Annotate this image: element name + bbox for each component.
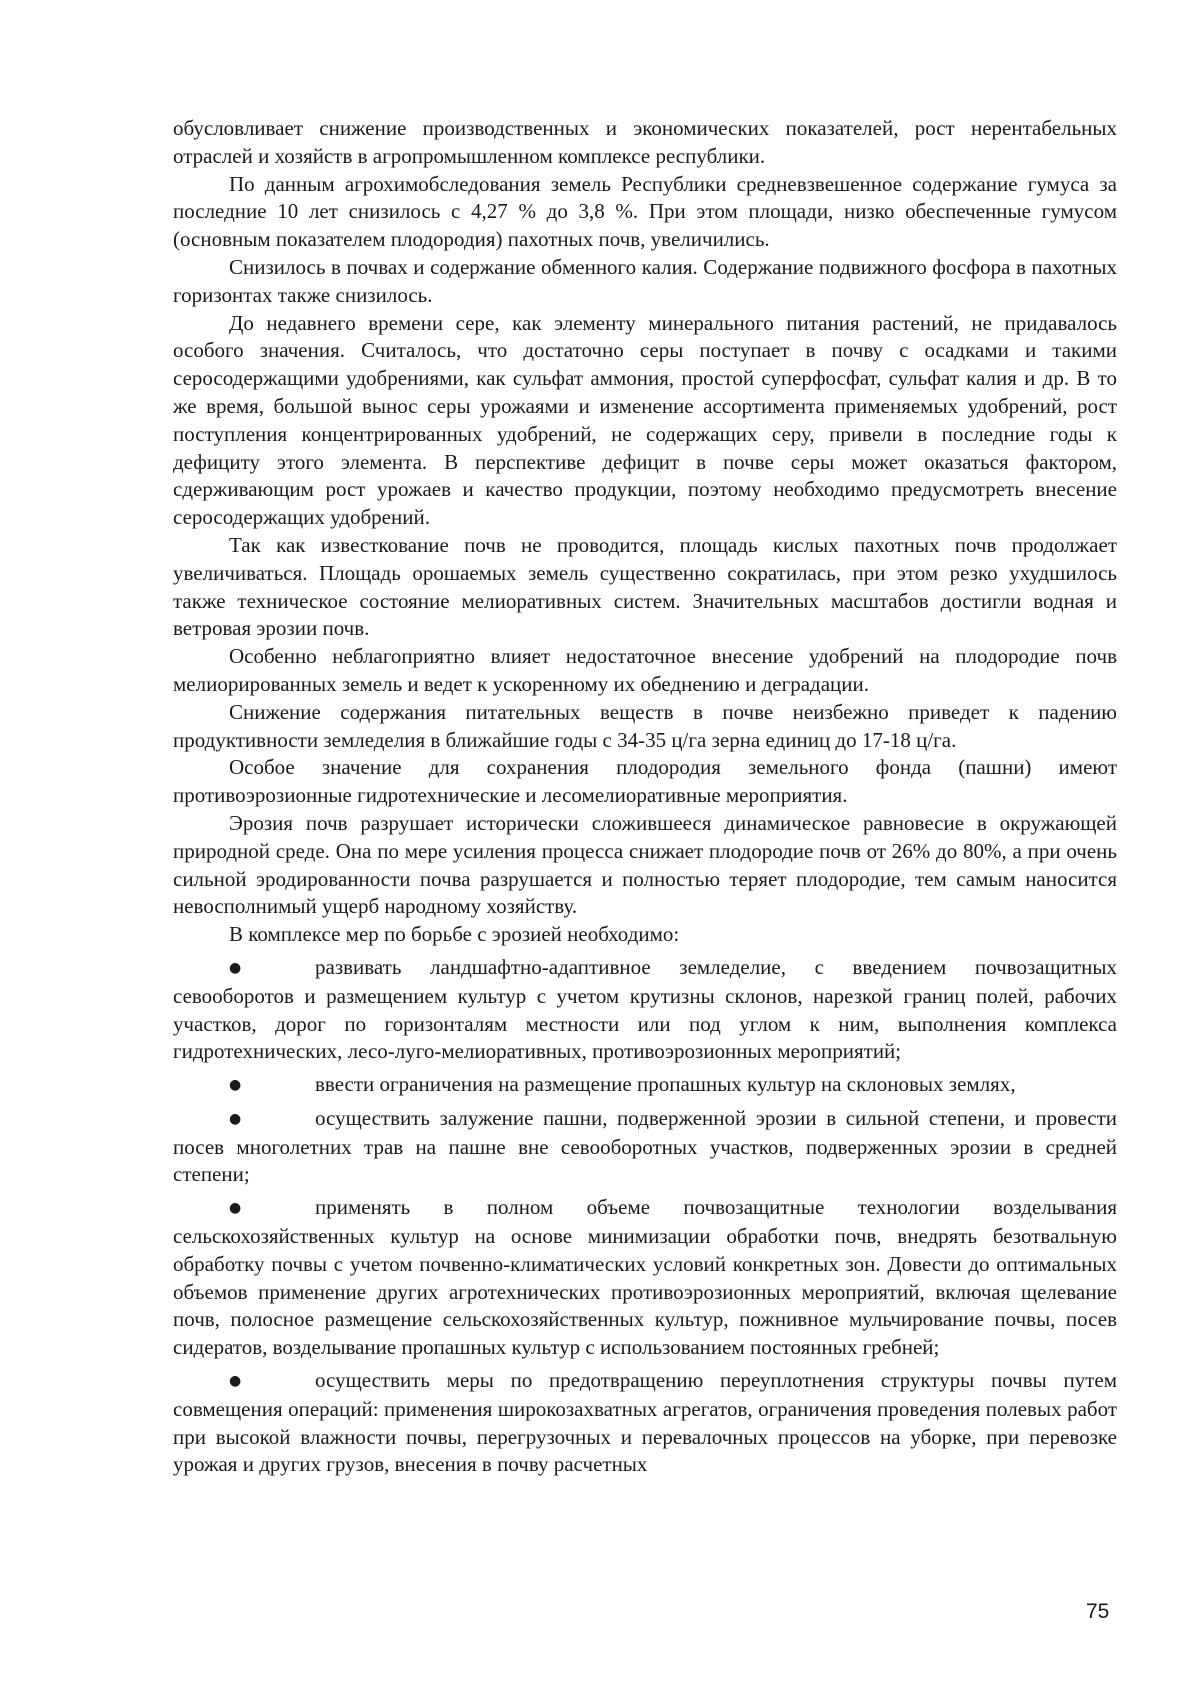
list-item [173,1194,1117,1362]
paragraph-potassium: Снизилось в почвах и содержание обменного калия. Содержание подвижного фосфора в пахотных горизонтах также снизилось. [173,254,1117,307]
list-item [173,1071,1117,1100]
body-text [173,115,1117,1479]
list-item-text: ввести ограничения на размещение пропашных культур на склоновых землях, [315,1072,1016,1097]
list-item [173,1105,1117,1189]
bullet-icon: ● [229,1373,242,1390]
list-item [173,1367,1117,1479]
paragraph-liming: Так как известкование почв не проводится, площадь кислых пахотных почв продолжает увеличиваться. Площадь орошаемых земель существенно сократилась, при этом резко ухудшилось также техническое состояние мелиоративных систем. Значительных масштабов достигли водная и ветровая эрозии почв. [173,532,1117,641]
page-number: 75 [1086,1600,1110,1623]
measures-list [173,954,1117,1479]
list-item-text: осуществить меры по предотвращению переуплотнения структуры почвы путем совмещения операций: применения широкозахватных агрегатов, ограничения проведения полевых работ при высокой влажности почвы, перегрузочных и перевалочных процессов на уборке, при перевозке урожая и других грузов, внесения в почву расчетных [173,1368,1117,1477]
bullet-icon: ● [229,1200,242,1217]
list-item-text: применять в полном объеме почвозащитные технологии возделывания сельскохозяйственных культур на основе минимизации обработки почв, внедрять безотвальную обработку почвы с учетом почвенно-климатических условий конкретных зон. Довести до оптимальных объемов применение других агротехнических противоэрозионных мероприятий, включая щелевание почв, полосное размещение сельскохозяйственных культур, пожнивное мульчирование почвы, посев сидератов, возделывание пропашных культур с использованием постоянных гребней; [173,1195,1117,1360]
paragraph-measures: Особое значение для сохранения плодородия земельного фонда (пашни) имеют противоэрозионные гидротехнические и лесомелиоративные мероприятия. [173,755,1117,808]
bullet-icon: ● [229,1110,242,1127]
paragraph-continuation: обусловливает снижение производственных и экономических показателей, рост нерентабельных отраслей и хозяйств в агропромышленном комплексе республики. [173,116,1117,168]
paragraph-sulfur: До недавнего времени сере, как элементу минерального питания растений, не придавалось особого значения. Считалось, что достаточно серы поступает в почву с осадками и такими серосодержащими удобрениями, как сульфат аммония, простой суперфосфат, сульфат калия и др. В то же время, большой вынос серы урожаями и изменение ассортимента применяемых удобрений, рост поступления концентрированных удобрений, не содержащих серу, привели в последние годы к дефициту этого элемента. В перспективе дефицит в почве серы может оказаться фактором, сдерживающим рост урожаев и качество продукции, поэтому необходимо предусмотреть внесение серосодержащих удобрений. [173,310,1117,530]
bullet-icon: ● [229,959,242,976]
list-item [173,954,1117,1066]
paragraph-intro-list: В комплексе мер по борьбе с эрозией необходимо: [229,922,680,947]
list-item-text: осуществить залужение пашни, подверженной эрозии в сильной степени, и провести посев многолетних трав на пашне вне севооборотных участков, подверженных эрозии в средней степени; [173,1105,1117,1187]
paragraph-fertilizers: Особенно неблагоприятно влияет недостаточное внесение удобрений на плодородие почв мелиорированных земель и ведет к ускоренному их обеднению и деградации. [173,644,1117,696]
paragraph-humus: По данным агрохимобследования земель Республики средневзвешенное содержание гумуса за последние 10 лет снизилось с 4,27 % до 3,8 %. При этом площади, низко обеспеченные гумусом (основным показателем плодородия) пахотных почв, увеличились. [173,171,1117,252]
list-item-text: развивать ландшафтно-адаптивное земледелие, с введением почвозащитных севооборотов и размещением культур с учетом крутизны склонов, нарезкой границ полей, рабочих участков, дорог по горизонталям местности или под углом к ним, выполнения комплекса гидротехнических, лесо-луго-мелиоративных, противоэрозионных мероприятий; [173,954,1117,1064]
bullet-icon: ● [229,1077,242,1094]
paragraph-erosion: Эрозия почв разрушает исторически сложившееся динамическое равновесие в окружающей природной среде. Она по мере усиления процесса снижает плодородие почв от 26% до 80%, а при очень сильной эродированности почва разрушается и полностью теряет плодородие, тем самым наносится невосполнимый ущерб народному хозяйству. [173,810,1117,919]
paragraph-nutrients: Снижение содержания питательных веществ в почве неизбежно приведет к падению продуктивности земледелия в ближайшие годы с 34-35 ц/га зерна единиц до 17-18 ц/га. [173,699,1117,752]
